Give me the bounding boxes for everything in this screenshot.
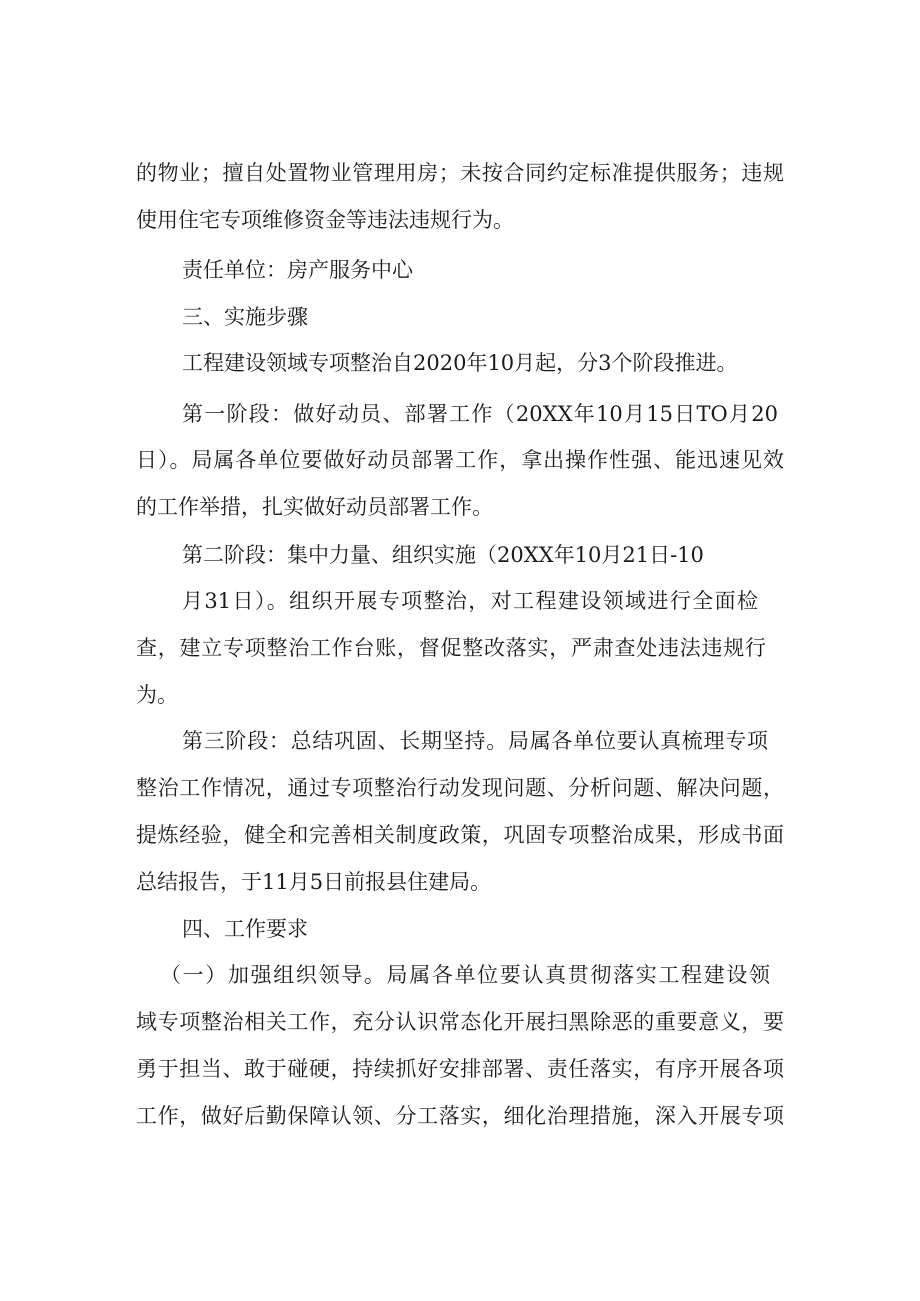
body-text-line: （一）加强组织领导。局属各单位要认真贯彻落实工程建设领 (160, 963, 770, 987)
body-text-line: 工程建设领域专项整治自2020年10月起，分3个阶段推进。 (182, 351, 738, 375)
section-heading: 四、工作要求 (182, 917, 308, 941)
body-text-line: 提炼经验，健全和完善相关制度政策，巩固专项整治成果，形成书面 (136, 823, 784, 847)
body-text-line: 使用住宅专项维修资金等违法违规行为。 (136, 208, 514, 232)
body-text-line: 责任单位：房产服务中心 (182, 258, 413, 282)
body-text-line: 月31日）。组织开展专项整治，对工程建设领域进行全面检 (182, 589, 758, 613)
body-text-line: 勇于担当、敢于碰硬，持续抓好安排部署、责任落实，有序开展各项 (136, 1057, 784, 1081)
body-text-line: 为。 (136, 683, 178, 707)
body-text-line: 的工作举措，扎实做好动员部署工作。 (136, 495, 493, 519)
body-text-line: 日）。局属各单位要做好动员部署工作，拿出操作性强、能迅速见效 (136, 448, 784, 472)
body-text-line: 工作，做好后勤保障认领、分工落实，细化治理措施，深入开展专项 (136, 1104, 784, 1128)
section-heading: 三、实施步骤 (182, 305, 308, 329)
body-text-line: 第一阶段：做好动员、部署工作（20XX年10月15日TO月20 (182, 402, 778, 426)
body-text-line: 的物业；擅自处置物业管理用房；未按合同约定标准提供服务；违规 (136, 161, 784, 185)
body-text-line: 第三阶段：总结巩固、长期坚持。局属各单位要认真梳理专项 (182, 729, 768, 753)
body-text-line: 域专项整治相关工作，充分认识常态化开展扫黑除恶的重要意义，要 (136, 1010, 784, 1034)
body-text-line: 查，建立专项整治工作台账，督促整改落实，严肃查处违法违规行 (136, 636, 766, 660)
body-text-line: 整治工作情况，通过专项整治行动发现问题、分析问题、解决问题， (136, 776, 784, 800)
body-text-line: 第二阶段：集中力量、组织实施（20XX年10月21日-10 (182, 543, 704, 567)
body-text-line: 总结报告，于11月5日前报县住建局。 (136, 870, 492, 894)
